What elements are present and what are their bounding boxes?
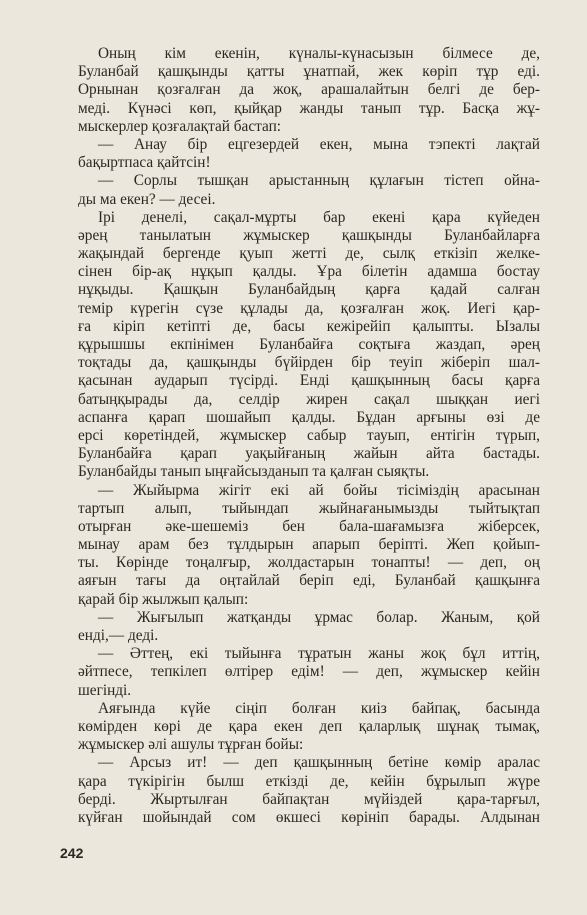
- text-line: Ірі денелі, сақал-мұрты бар екені қара күйеден: [98, 208, 540, 226]
- text-line: құрышшы екпінімен Буланбайға соқтыға жаздап, әрең: [78, 336, 540, 353]
- text-line: енді,— деді.: [78, 627, 159, 644]
- text-line: — Жығылып жатқанды ұрмас болар. Жаным, қой: [98, 608, 540, 626]
- text-line: меді. Күнәсі көп, қыйқар жанды танып тұр. Басқа жұ-: [78, 99, 540, 117]
- text-line: бақыртпаса қайтсін!: [78, 154, 211, 172]
- text-line: батыңқырады да, селдір жирен сақал шыққан иегі: [78, 390, 540, 408]
- text-line: аяғын тағы да оңтайлай беріп еді, Буланбай қашқынға: [78, 572, 540, 590]
- text-line: тоқтады да, қашқынды бүйірден бір теуіп жіберіп шал-: [78, 354, 540, 372]
- text-line: — Сорлы тышқан арыстанның құлағын тістеп ойна-: [98, 172, 540, 190]
- text-line: жұмыскер әлі ашулы тұрған бойы:: [78, 736, 304, 754]
- text-line: берді. Жыртылған байпақтан мүйіздей қара-тарғыл,: [78, 790, 540, 808]
- text-line: отырған әке-шешеміз бен бала-шағамызға жіберсек,: [78, 517, 540, 535]
- text-line: — Анау бір ецгезердей екен, мына тэпекті лақтай: [98, 135, 540, 153]
- text-line: әрең танылатын жұмыскер қашқынды Буланбайларға: [78, 226, 540, 244]
- page-number: 242: [60, 845, 84, 861]
- text-line: ды ма екен? — десеі.: [78, 190, 216, 208]
- text-line: қара түкірігін былш еткізді де, кейін бұрылып жүре: [78, 772, 540, 790]
- text-line: Оның кім екенін, күналы-күнасызын білмесе де,: [98, 45, 540, 62]
- text-line: аспанға қарап шошайып қалды. Бұдан арғыны өзі де: [78, 408, 540, 426]
- text-line: тартып алып, тыйындап жыйнағанымызды тыйтықтап: [78, 499, 540, 517]
- text-line: Аяғында күйе сіңіп болған киіз байпақ, басында: [98, 699, 540, 717]
- text-line: әйтпесе, тепкілеп өлтірер едім! — деп, жұмыскер кейін: [78, 663, 540, 681]
- text-line: күйған шойындай сом өкшесі көрініп барады. Алдынан: [78, 808, 540, 826]
- text-line: көмірден көрі де қара екен деп қаларлық шұнақ тымақ,: [78, 717, 540, 735]
- text-line: сінен бір-ақ нұқып қалды. Ұра білетін адамша бостау: [78, 263, 540, 281]
- text-line: мынау арам без тұлдырын апарып беріпті. Жеп қойып-: [78, 536, 540, 554]
- text-line: — Жыйырма жігіт екі ай бойы тісіміздің арасынан: [98, 481, 540, 499]
- text-line: Орнынан қозғалған да жоқ, арашалайтын белгі де бер-: [78, 81, 540, 99]
- text-line: нұқыды. Қашқын Буланбайдың қарға қадай салған: [78, 281, 540, 299]
- text-line: қарай бір жылжып қалып:: [78, 590, 249, 608]
- text-line: қасынан аударып түсірді. Енді қашқынның басы қарға: [78, 372, 540, 390]
- text-line: Буланбайды танып ыңғайсызданып та қалған сыяқты.: [78, 463, 430, 481]
- text-line: ерсі көретіндей, жұмыскер сабыр тауып, ентігін түрып,: [78, 426, 540, 444]
- text-line: жақындай бергенде қуып жетті де, сылқ еткізіп желке-: [78, 245, 540, 263]
- text-line: Буланбай қашқынды қатты ұнатпай, жек көріп тұр еді.: [78, 63, 540, 81]
- text-line: мыскерлер қозғалақтай бастап:: [78, 117, 282, 135]
- text-line: ты. Көрінде тоңалғыр, жолдастарын тонапты! — деп, оң: [78, 554, 540, 572]
- text-line: — Арсыз ит! — деп қашқынның бетіне көмір аралас: [98, 754, 540, 772]
- text-line: Буланбайға қарап уақыйғаның жайын айта бастады.: [78, 445, 540, 463]
- text-line: шегінді.: [78, 681, 132, 699]
- body-text: [78, 45, 540, 827]
- text-line: ға кіріп кетіпті де, басы кежірейіп қалыпты. Ызалы: [78, 317, 540, 335]
- text-line: — Әттең, екі тыйынға тұратын жаны жоқ бұл иттің,: [98, 645, 540, 663]
- text-line: темір күрегін сүзе құлады да, қозғалған жоқ. Иегі қар-: [78, 299, 540, 317]
